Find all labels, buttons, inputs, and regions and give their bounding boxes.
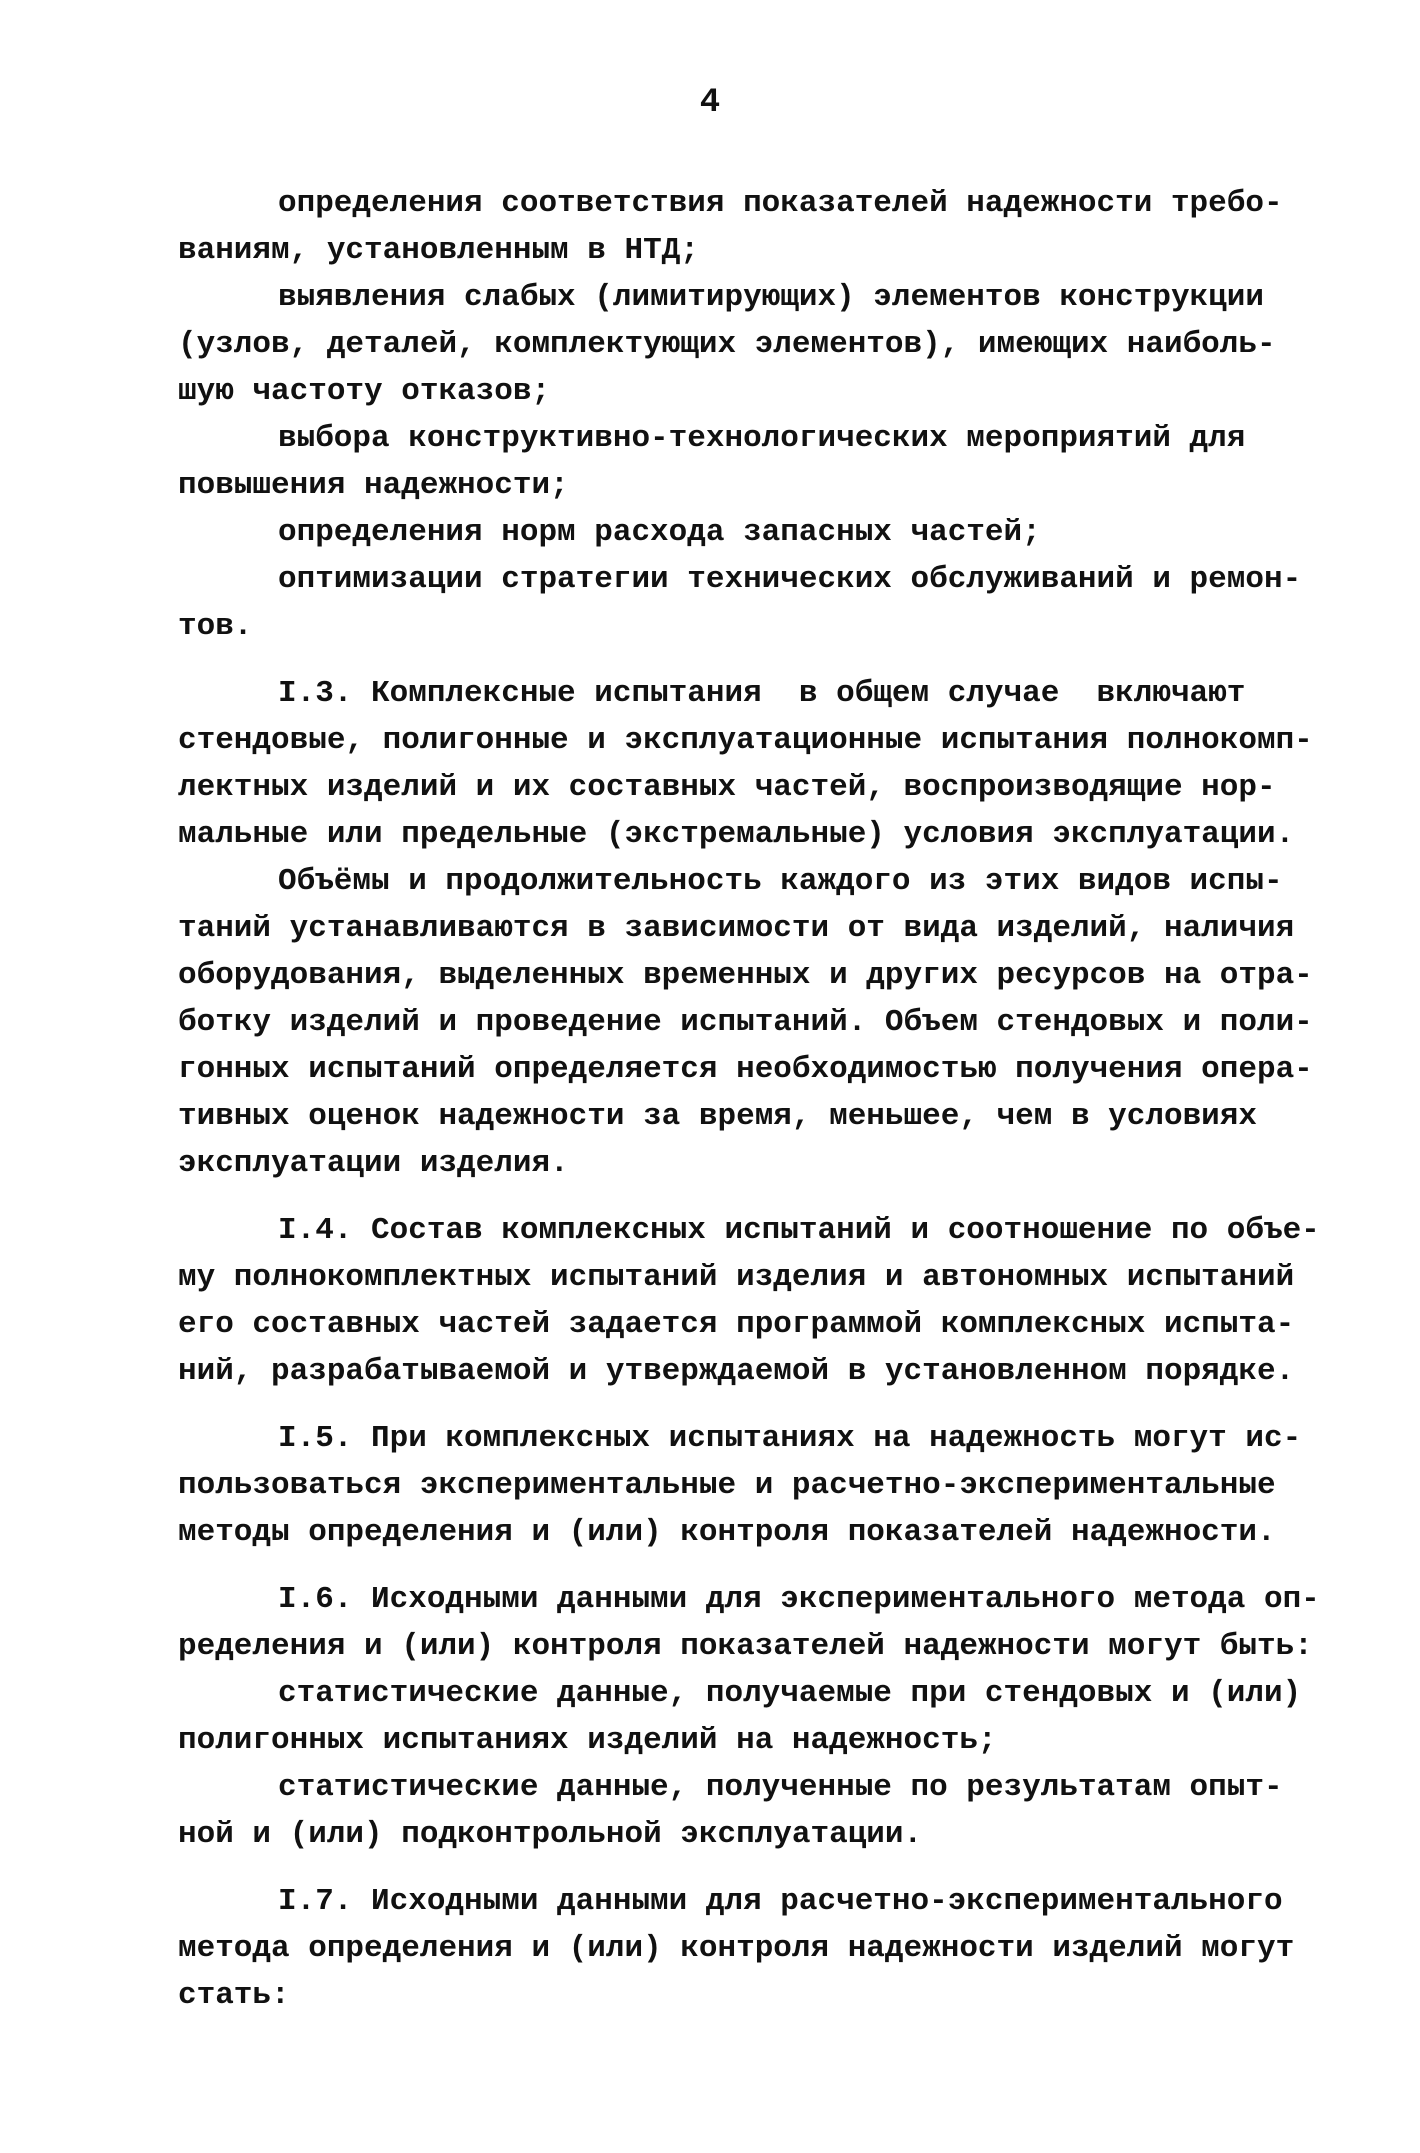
page-number: 4 — [699, 84, 721, 122]
text-line: ботку изделий и проведение испытаний. Объем стендовых и поли- — [178, 1005, 1313, 1040]
text-line: статистические данные, получаемые при стендовых и (или) — [278, 1676, 1302, 1711]
text-line: I.5. При комплексных испытаниях на надежность могут ис- — [278, 1421, 1302, 1456]
paragraph-gap — [186, 1395, 1356, 1415]
text-line: таний устанавливаются в зависимости от вида изделий, наличия — [178, 911, 1295, 946]
text-line: стендовые, полигонные и эксплуатационные испытания полнокомп- — [178, 723, 1313, 758]
text-line: ний, разрабатываемой и утверждаемой в установленном порядке. — [178, 1354, 1295, 1389]
text-line: тивных оценок надежности за время, меньшее, чем в условиях — [178, 1099, 1257, 1134]
text-line: определения норм расхода запасных частей; — [278, 515, 1041, 550]
text-line: гонных испытаний определяется необходимостью получения опера- — [178, 1052, 1313, 1087]
text-line: ваниям, установленным в НТД; — [178, 233, 699, 268]
text-line: I.3. Комплексные испытания в общем случае включают — [278, 676, 1246, 711]
text-line: метода определения и (или) контроля надежности изделий могут — [178, 1931, 1295, 1966]
text-line: стать: — [178, 1978, 290, 2013]
text-line: статистические данные, полученные по результатам опыт- — [278, 1770, 1283, 1805]
text-line: ределения и (или) контроля показателей надежности могут быть: — [178, 1629, 1313, 1664]
text-line: повышения надежности; — [178, 468, 569, 503]
text-line: методы определения и (или) контроля показателей надежности. — [178, 1515, 1276, 1550]
text-line: му полнокомплектных испытаний изделия и автономных испытаний — [178, 1260, 1295, 1295]
document-body — [178, 180, 1356, 2019]
text-line: I.7. Исходными данными для расчетно-экспериментального — [278, 1884, 1283, 1919]
text-line: I.4. Состав комплексных испытаний и соотношение по объе- — [278, 1213, 1320, 1248]
paragraph-gap — [186, 1187, 1356, 1207]
text-line: выявления слабых (лимитирующих) элементов конструкции — [278, 280, 1264, 315]
text-line: мальные или предельные (экстремальные) условия эксплуатации. — [178, 817, 1295, 852]
text-line: (узлов, деталей, комплектующих элементов), имеющих наиболь- — [178, 327, 1276, 362]
paragraph-gap — [186, 650, 1356, 670]
text-line: тов. — [178, 609, 253, 644]
text-line: лектных изделий и их составных частей, воспроизводящие нор- — [178, 770, 1276, 805]
text-line: выбора конструктивно-технологических мероприятий для — [278, 421, 1246, 456]
text-line: полигонных испытаниях изделий на надежность; — [178, 1723, 997, 1758]
text-line: его составных частей задается программой комплексных испыта- — [178, 1307, 1295, 1342]
text-line: I.6. Исходными данными для экспериментального метода оп- — [278, 1582, 1320, 1617]
text-line: определения соответствия показателей надежности требо- — [278, 186, 1283, 221]
text-line: оборудования, выделенных временных и других ресурсов на отра- — [178, 958, 1313, 993]
text-line: эксплуатации изделия. — [178, 1146, 569, 1181]
text-line: оптимизации стратегии технических обслуживаний и ремон- — [278, 562, 1302, 597]
text-line: пользоваться экспериментальные и расчетно-экспериментальные — [178, 1468, 1276, 1503]
paragraph-gap — [186, 1556, 1356, 1576]
text-line: ной и (или) подконтрольной эксплуатации. — [178, 1817, 923, 1852]
text-line: Объёмы и продолжительность каждого из этих видов испы- — [278, 864, 1283, 899]
text-line: шую частоту отказов; — [178, 374, 551, 409]
paragraph-gap — [186, 1858, 1356, 1878]
